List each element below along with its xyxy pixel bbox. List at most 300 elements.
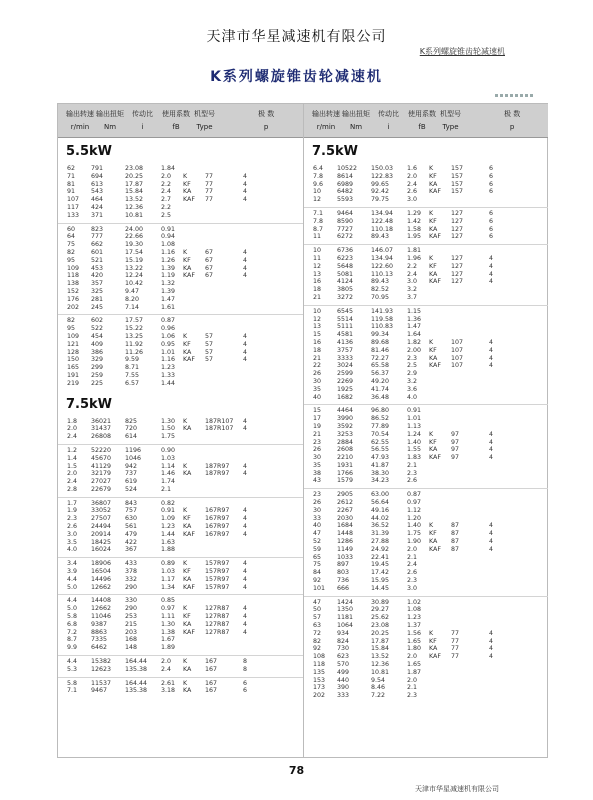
table-cell: 23 (313, 491, 322, 499)
table-cell: 12662 (91, 605, 112, 613)
table-cell: 11046 (91, 613, 112, 621)
table-cell: 259 (91, 371, 104, 379)
table-cell: 823 (91, 225, 104, 233)
pole-count: 4 (243, 462, 248, 470)
table-row (304, 684, 548, 692)
table-cell: 8.46 (371, 684, 386, 692)
table-cell: 9.47 (125, 287, 140, 295)
pole-count: 4 (243, 332, 248, 340)
table-cell: 82 (67, 317, 76, 325)
table-row (58, 584, 303, 592)
table-cell: 81.46 (371, 346, 390, 354)
table-cell: 0.97 (161, 605, 176, 613)
type-prefix: KAF (183, 583, 195, 591)
table-cell: 146.07 (371, 247, 394, 255)
type-size: 167 (205, 679, 218, 687)
table-cell: 0.87 (161, 317, 176, 325)
table-cell: 11 (313, 233, 322, 241)
type-prefix: KA (183, 620, 192, 628)
table-row (304, 530, 548, 538)
type-size: 107 (451, 362, 464, 370)
table-cell: 2.1 (407, 684, 418, 692)
table-row (58, 288, 303, 296)
table-cell: 5.0 (67, 605, 78, 613)
table-cell: 65 (313, 553, 322, 561)
table-cell: 92 (313, 645, 322, 653)
table-row (58, 280, 303, 288)
table-cell: 2.5 (407, 362, 418, 370)
type-prefix: KA (183, 665, 192, 673)
footer-company: 天津市华星减速机有限公司 (415, 785, 499, 793)
pole-count: 4 (243, 196, 248, 204)
header-cell (258, 109, 274, 132)
type-size: 157R97 (205, 583, 230, 591)
type-prefix: KF (183, 340, 191, 348)
table-cell: 1.9 (67, 507, 78, 515)
table-cell: 1.14 (161, 462, 176, 470)
pole-count: 4 (489, 545, 494, 553)
pole-count: 4 (243, 180, 248, 188)
table-cell: 117 (67, 203, 80, 211)
table-cell: 2.4 (161, 188, 172, 196)
table-cell: 619 (125, 478, 138, 486)
table-cell: 7.22 (371, 692, 386, 700)
table-cell: 2612 (337, 499, 354, 507)
table-cell: 18425 (91, 538, 112, 546)
type-size: 167R97 (205, 507, 230, 515)
table-cell: 1.89 (161, 644, 176, 652)
header-name: 输出转速 (312, 110, 340, 118)
type-prefix: KA (183, 523, 192, 531)
type-prefix: KF (429, 217, 437, 225)
type-prefix: KAF (429, 362, 441, 370)
type-size: 87 (451, 530, 460, 538)
table-cell: 1.19 (161, 272, 176, 280)
type-prefix: K (429, 254, 434, 262)
table-row (58, 597, 303, 605)
table-row (58, 296, 303, 304)
table-cell: 122.83 (371, 172, 394, 180)
table-cell: 60 (67, 225, 76, 233)
table-cell: 89.43 (371, 278, 390, 286)
table-cell: 11 (313, 254, 322, 262)
table-cell: 31.39 (371, 530, 390, 538)
table-cell: 630 (125, 515, 138, 523)
header-cell (312, 109, 340, 132)
table-cell: 24.00 (125, 225, 144, 233)
table-cell: 10 (313, 247, 322, 255)
table-row (304, 645, 548, 653)
table-cell: 17.87 (125, 180, 144, 188)
table-cell: 75 (313, 561, 322, 569)
table-cell: 2.6 (67, 523, 78, 531)
table-row (304, 653, 548, 661)
table-cell: 2.3 (407, 469, 418, 477)
table-cell: 2.8 (67, 485, 78, 493)
table-cell: 7.14 (125, 303, 140, 311)
table-row (58, 576, 303, 584)
table-cell: 1.6 (407, 165, 418, 172)
table-cell: 325 (91, 287, 104, 295)
table-cell: 1286 (337, 538, 354, 546)
type-size: 187R97 (205, 470, 230, 478)
table-cell: 1.75 (161, 433, 176, 441)
table-cell: 1.65 (407, 637, 422, 645)
table-cell: 332 (125, 575, 138, 583)
pole-count: 6 (489, 217, 494, 225)
table-cell: 13.52 (125, 196, 144, 204)
table-cell: 12 (313, 196, 322, 204)
table-cell: 1.81 (407, 247, 422, 255)
pole-count: 4 (489, 262, 494, 270)
type-size: 67 (205, 248, 214, 256)
table-row (58, 560, 303, 568)
table-cell: 133 (67, 211, 80, 219)
table-cell: 736 (337, 577, 350, 585)
table-cell: 2210 (337, 454, 354, 462)
pole-count: 4 (489, 278, 494, 286)
pole-count: 6 (489, 188, 494, 196)
header-unit: p (263, 123, 269, 131)
table-cell: 47 (313, 598, 322, 606)
type-prefix: K (183, 248, 188, 256)
table-row (304, 173, 548, 181)
table-cell: 1.46 (161, 470, 176, 478)
table-cell: 18906 (91, 560, 112, 568)
type-prefix: KAF (429, 233, 441, 241)
table-cell: 6462 (91, 644, 108, 652)
table-cell: 3.9 (67, 568, 78, 576)
table-row (58, 317, 303, 325)
table-cell: 2.1 (407, 461, 418, 469)
table-row (58, 226, 303, 234)
table-cell: 2.0 (407, 545, 418, 553)
table-cell: 44.02 (371, 514, 390, 522)
table-cell: 1350 (337, 606, 354, 614)
table-row (304, 218, 548, 226)
power-block (58, 391, 303, 699)
table-cell: 15 (313, 331, 322, 339)
pole-count: 4 (243, 256, 248, 264)
type-size: 157 (451, 188, 464, 196)
table-cell: 357 (91, 280, 104, 288)
left-column (58, 104, 303, 757)
table-cell: 1.90 (407, 538, 422, 546)
spec-table (57, 103, 548, 758)
pole-count: 4 (489, 446, 494, 454)
table-cell: 7.1 (313, 209, 324, 217)
table-cell: 1.7 (67, 499, 78, 507)
table-cell: 26 (313, 446, 322, 454)
table-cell: 1.80 (407, 645, 422, 653)
table-cell: 23 (313, 438, 322, 446)
type-prefix: K (183, 507, 188, 515)
table-cell: 5593 (337, 196, 354, 204)
table-row (58, 272, 303, 280)
table-row (58, 621, 303, 629)
table-cell: 2.3 (407, 577, 418, 585)
type-prefix: K (429, 629, 434, 637)
table-cell: 694 (91, 172, 104, 180)
power-heading: 7.5kW (312, 144, 359, 159)
table-cell: 92 (313, 577, 322, 585)
type-prefix: KA (429, 354, 438, 362)
table-cell: 5.0 (67, 583, 78, 591)
pole-count: 6 (489, 209, 494, 217)
table-cell: 1.50 (161, 425, 176, 433)
table-cell: 79.75 (371, 196, 390, 204)
table-cell: 5514 (337, 315, 354, 323)
header-unit: Type (442, 123, 459, 131)
pole-count: 4 (243, 583, 248, 591)
type-size: 157R97 (205, 568, 230, 576)
table-cell: 3592 (337, 422, 354, 430)
type-prefix: KA (183, 470, 192, 478)
table-cell: 12.24 (125, 272, 144, 280)
type-size: 97 (451, 454, 460, 462)
table-cell: 543 (91, 188, 104, 196)
table-cell: 84 (313, 569, 322, 577)
table-row (58, 364, 303, 372)
table-cell: 202 (67, 303, 80, 311)
table-cell: 16 (313, 278, 322, 286)
type-size: 127 (451, 209, 464, 217)
table-row (304, 226, 548, 234)
table-cell: 2599 (337, 370, 354, 378)
table-cell: 0.82 (161, 499, 176, 507)
table-cell: 1.30 (161, 620, 176, 628)
pole-count: 4 (489, 362, 494, 370)
type-prefix: KF (183, 515, 191, 523)
table-cell: 613 (91, 180, 104, 188)
table-cell: 9467 (91, 687, 108, 695)
table-cell: 9464 (337, 209, 354, 217)
table-cell: 12662 (91, 583, 112, 591)
pole-count: 4 (243, 272, 248, 280)
table-cell: 1.01 (161, 348, 176, 356)
type-size: 127 (451, 217, 464, 225)
table-cell: 134.94 (371, 254, 394, 262)
table-cell: 0.96 (161, 325, 176, 333)
table-cell: 2.4 (407, 561, 418, 569)
table-cell: 70.95 (371, 293, 390, 301)
table-cell: 2608 (337, 446, 354, 454)
table-cell: 8.7 (313, 225, 324, 233)
table-cell: 5081 (337, 270, 354, 278)
table-cell: 13.52 (371, 653, 390, 661)
table-cell: 22.41 (371, 553, 390, 561)
table-cell: 13 (313, 323, 322, 331)
table-cell: 148 (125, 644, 138, 652)
table-cell: 96.80 (371, 407, 390, 415)
table-cell: 62 (67, 165, 76, 172)
header-cell (378, 109, 399, 132)
table-cell: 934 (337, 629, 350, 637)
table-cell: 2.4 (67, 478, 78, 486)
model-group (304, 597, 548, 703)
table-cell: 14408 (91, 597, 112, 605)
table-cell: 1.29 (407, 209, 422, 217)
table-row (58, 204, 303, 212)
table-row (304, 294, 548, 302)
table-cell: 1766 (337, 469, 354, 477)
table-cell: 56.64 (371, 499, 390, 507)
type-prefix: KAF (183, 530, 195, 538)
table-cell: 21 (313, 430, 322, 438)
table-row (304, 661, 548, 669)
type-prefix: KA (183, 425, 192, 433)
table-cell: 35 (313, 385, 322, 393)
table-cell: 20.25 (371, 629, 390, 637)
table-cell: 3272 (337, 293, 354, 301)
table-row (304, 477, 548, 485)
type-prefix: K (429, 165, 434, 172)
table-row (304, 196, 548, 204)
table-cell: 2.0 (67, 425, 78, 433)
table-cell: 499 (337, 668, 350, 676)
table-cell: 173 (313, 684, 326, 692)
type-prefix: KA (183, 348, 192, 356)
table-cell: 36807 (91, 499, 112, 507)
table-cell: 1.16 (161, 248, 176, 256)
table-cell: 4.4 (67, 597, 78, 605)
pole-count: 4 (243, 530, 248, 538)
table-row (58, 515, 303, 523)
table-cell: 1196 (125, 446, 142, 454)
type-size: 77 (451, 645, 460, 653)
table-cell: 4136 (337, 338, 354, 346)
table-cell: 1.44 (161, 379, 176, 387)
table-cell: 56.55 (371, 446, 390, 454)
table-cell: 1.4 (67, 454, 78, 462)
table-cell: 2.4 (407, 270, 418, 278)
table-row (304, 538, 548, 546)
table-cell: 109 (67, 332, 80, 340)
table-cell: 41.87 (371, 461, 390, 469)
table-row (58, 470, 303, 478)
table-cell: 13.25 (125, 332, 144, 340)
table-cell: 27507 (91, 515, 112, 523)
table-cell: 8.7 (67, 636, 78, 644)
table-cell: 9.9 (67, 644, 78, 652)
type-size: 107 (451, 354, 464, 362)
table-row (304, 323, 548, 331)
model-group (58, 498, 303, 559)
table-cell: 1.09 (161, 515, 176, 523)
table-cell: 777 (91, 233, 104, 241)
table-cell: 1.26 (161, 256, 176, 264)
table-cell: 52 (313, 538, 322, 546)
table-row (58, 531, 303, 539)
type-size: 77 (205, 188, 214, 196)
table-cell: 3.0 (67, 530, 78, 538)
table-cell: 614 (125, 433, 138, 441)
table-cell: 38.30 (371, 469, 390, 477)
table-cell: 65.58 (371, 362, 390, 370)
table-cell: 203 (125, 628, 138, 636)
table-cell: 135.38 (125, 687, 148, 695)
table-cell: 1.06 (161, 332, 176, 340)
type-size: 157 (451, 165, 464, 172)
table-row (304, 439, 548, 447)
table-cell: 2.1 (161, 485, 172, 493)
table-row (304, 316, 548, 324)
header-cell (162, 109, 190, 132)
table-cell: 138 (67, 280, 80, 288)
table-cell: 95 (67, 325, 76, 333)
table-cell: 135.38 (125, 665, 148, 673)
pole-count: 4 (243, 605, 248, 613)
table-row (304, 370, 548, 378)
type-size: 87 (451, 522, 460, 530)
header-name: 输出转速 (66, 110, 94, 118)
table-cell: 3253 (337, 430, 354, 438)
table-cell: 3805 (337, 286, 354, 294)
table-cell: 3.2 (407, 286, 418, 294)
table-cell: 1149 (337, 545, 354, 553)
table-cell: 22 (313, 362, 322, 370)
table-cell: 4124 (337, 278, 354, 286)
table-cell: 2.0 (407, 653, 418, 661)
table-row (58, 233, 303, 241)
table-row (304, 462, 548, 470)
table-cell: 454 (91, 332, 104, 340)
type-prefix: KA (429, 446, 438, 454)
table-cell: 20.25 (125, 172, 144, 180)
type-size: 187R107 (205, 417, 234, 425)
table-cell: 18 (313, 286, 322, 294)
table-cell: 63 (313, 622, 322, 630)
pole-count: 6 (243, 679, 248, 687)
table-cell: 1.75 (407, 530, 422, 538)
table-cell: 2.4 (161, 665, 172, 673)
table-cell: 2.0 (407, 172, 418, 180)
decorative-dots (495, 94, 533, 97)
type-size: 187R107 (205, 425, 234, 433)
table-cell: 32179 (91, 470, 112, 478)
table-cell: 1.83 (407, 454, 422, 462)
table-cell: 6.4 (313, 165, 324, 172)
table-cell: 15.22 (125, 325, 144, 333)
table-cell: 290 (125, 583, 138, 591)
table-cell: 36.48 (371, 393, 390, 401)
table-cell: 118 (313, 661, 326, 669)
table-cell: 2.4 (67, 433, 78, 441)
table-row (304, 386, 548, 394)
pole-count: 4 (489, 629, 494, 637)
type-prefix: KA (183, 575, 192, 583)
pole-count: 8 (243, 658, 248, 666)
pole-count: 4 (489, 522, 494, 530)
pole-count: 4 (489, 354, 494, 362)
type-prefix: KAF (429, 188, 441, 196)
table-cell: 0.94 (161, 233, 176, 241)
table-row (58, 463, 303, 471)
pole-count: 4 (489, 438, 494, 446)
table-row (304, 470, 548, 478)
table-cell: 4464 (337, 407, 354, 415)
table-cell: 1.8 (67, 417, 78, 425)
table-cell: 825 (125, 417, 138, 425)
type-size: 167R97 (205, 523, 230, 531)
power-heading: 5.5kW (66, 144, 113, 159)
table-cell: 225 (91, 379, 104, 387)
table-cell: 602 (91, 317, 104, 325)
table-row (304, 308, 548, 316)
type-size: 87 (451, 538, 460, 546)
pole-count: 4 (243, 356, 248, 364)
table-cell: 843 (125, 499, 138, 507)
